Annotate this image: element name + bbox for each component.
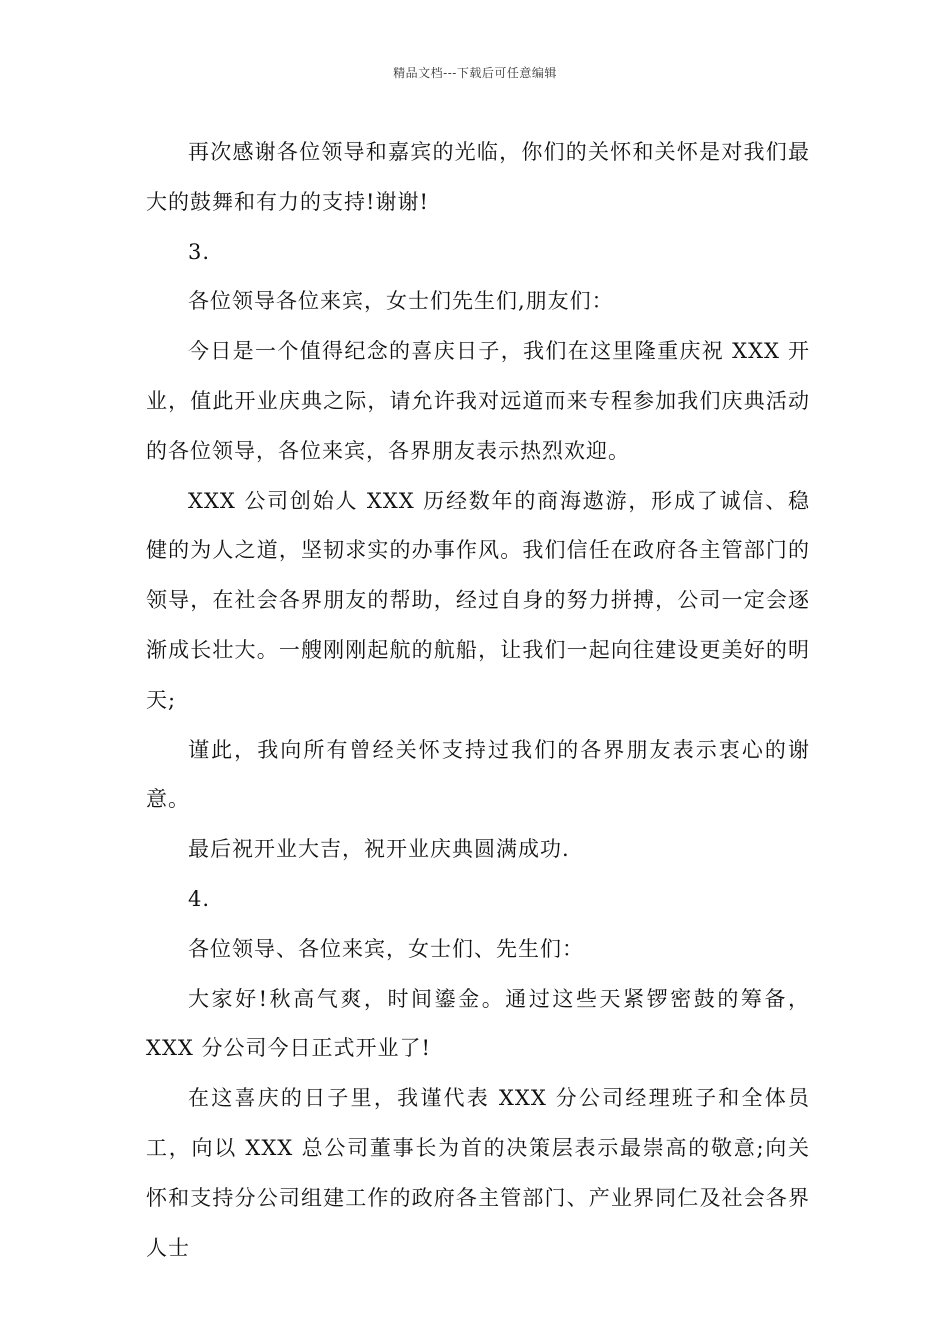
paragraph-wishes: 最后祝开业大吉，祝开业庆典圆满成功. bbox=[188, 837, 570, 862]
paragraph-company-history: XXX 公司创始人 XXX 历经数年的商海遨游，形成了诚信、稳健的为人之道，坚韧求实的办事作风。我们信任在政府各主管部门的领导，在社会各界朋友的帮助，经过自身的努力拼搏，公司一定会逐渐成长壮大。一艘刚刚起航的航船，让我们一起向往建设更美好的明天; bbox=[146, 488, 810, 712]
document-body bbox=[146, 128, 810, 1273]
paragraph-gratitude: 谨此，我向所有曾经关怀支持过我们的各界朋友表示衷心的谢意。 bbox=[146, 737, 810, 812]
section-number-4: 4. bbox=[188, 886, 211, 911]
greeting-4: 各位领导、各位来宾，女士们、先生们： bbox=[188, 936, 584, 961]
paragraph-thanks: 再次感谢各位领导和嘉宾的光临，你们的关怀和关怀是对我们最大的鼓舞和有力的支持!谢谢! bbox=[146, 140, 810, 214]
paragraph-respect: 在这喜庆的日子里，我谨代表 XXX 分公司经理班子和全体员工，向以 XXX 总公司董事长为首的决策层表示最崇高的敬意;向关怀和支持分公司组建工作的政府各主管部门、产业界同仁及社会各界人士 bbox=[146, 1086, 810, 1260]
section-number-3: 3. bbox=[188, 239, 211, 264]
greeting-3: 各位领导各位来宾，女士们先生们,朋友们： bbox=[188, 289, 614, 314]
paragraph-opening: 大家好!秋高气爽，时间鎏金。通过这些天紧锣密鼓的筹备，XXX 分公司今日正式开业了! bbox=[146, 986, 810, 1061]
paragraph-celebration: 今日是一个值得纪念的喜庆日子，我们在这里隆重庆祝 XXX 开业，值此开业庆典之际，请允许我对远道而来专程参加我们庆典活动的各位领导，各位来宾，各界朋友表示热烈欢迎。 bbox=[146, 339, 810, 463]
page-header: 精品文档---下载后可任意编辑 bbox=[393, 66, 557, 80]
